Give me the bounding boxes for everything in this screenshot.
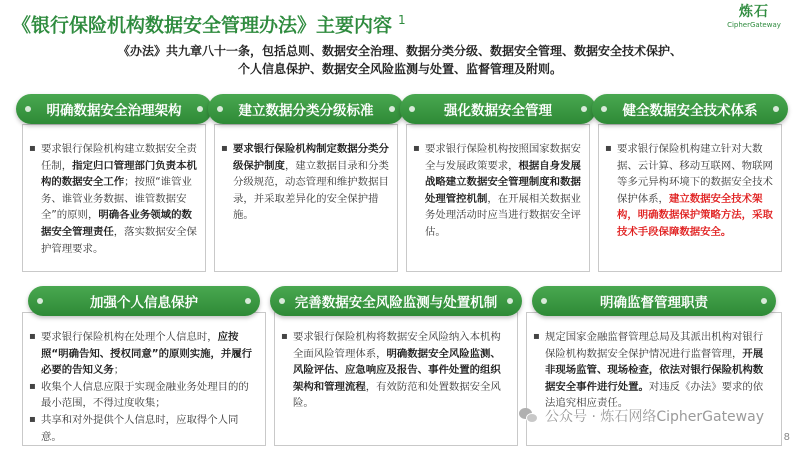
card-personal-info-item — [41, 412, 257, 445]
card-classification-item — [233, 141, 389, 224]
emphasis-text: 要求银行保险机构制定数据分类分级保护制度 — [233, 143, 389, 172]
footer-attribution — [519, 406, 764, 426]
body-text: 对违反《办法》要求的依法追究相应责任。 — [545, 380, 764, 410]
body-text: ，有效防范和处置数据安全风险。 — [293, 380, 501, 410]
card-personal-info-item — [41, 329, 257, 379]
logo-main-text: 炼石 — [739, 4, 769, 20]
body-text: 要求银行保险机构在处理个人信息时， — [41, 331, 218, 343]
body-text: 要求银行保险机构按照国家数据安全与发展政策要求， — [425, 143, 581, 172]
card-technology-item — [617, 141, 773, 241]
body-text: 共享和对外提供个人信息时，应取得个人同意。 — [41, 413, 239, 443]
body-text: ，在开展相关数据业务处理活动时应当进行数据安全评估。 — [425, 192, 581, 238]
body-text: 收集个人信息应限于实现金融业务处理目的的最小范围，不得过度收集； — [41, 380, 249, 410]
card-classification-header: 建立数据分类分级标准 — [208, 94, 404, 124]
card-governance-body — [22, 124, 206, 272]
company-logo — [724, 4, 784, 34]
card-risk-header: 完善数据安全风险监测与处置机制 — [270, 286, 522, 316]
body-text: 要求银行保险机构建立针对大数据、云计算、移动互联网、物联网等多元异构环境下的数据安全技术保护体系， — [617, 143, 773, 205]
title-superscript: 1 — [398, 13, 406, 27]
emphasis-text: 开展非现场监管、现场检查，依法对银行保险机构数据安全事件进行处置。 — [545, 347, 764, 393]
page-title — [12, 6, 652, 37]
card-personal-info-item — [41, 379, 257, 412]
card-governance-item — [41, 141, 197, 257]
card-supervision-header: 明确监督管理职责 — [532, 286, 776, 316]
page-number: 8 — [783, 432, 790, 443]
intro-paragraph — [60, 42, 740, 78]
card-supervision-item — [545, 329, 773, 412]
card-management-header: 强化数据安全管理 — [400, 94, 596, 124]
emphasis-text: 明确数据安全风险监测、风险评估、应急响应及报告、事件处置的组织架构和管理流程 — [293, 347, 501, 393]
card-risk-item — [293, 329, 509, 412]
emphasis-text: 根据自身发展战略建立数据安全管理制度和数据处理管控机制 — [425, 159, 581, 205]
card-risk-body — [274, 312, 518, 446]
footer-text: 公众号 · 炼石网络CipherGateway — [545, 409, 764, 425]
body-text: ，建立数据目录和分类分级规范，动态管理和维护数据目录，并采取差异化的安全保护措施。 — [233, 159, 389, 222]
card-personal-info-body — [22, 312, 266, 446]
emphasis-text: 应按照“明确告知、授权同意”的原则实施，并履行必要的告知义务 — [41, 331, 253, 377]
intro-line-2: 个人信息保护、数据安全风险监测与处置、监督管理及附则。 — [237, 62, 562, 76]
card-management-body — [406, 124, 590, 272]
card-technology-body — [598, 124, 782, 272]
wechat-icon — [519, 408, 539, 424]
card-governance-header: 明确数据安全治理架构 — [16, 94, 212, 124]
emphasis-text: 明确各业务领域的数据安全管理责任 — [41, 209, 192, 238]
emphasis-text: 指定归口管理部门负责本机构的数据安全工作 — [41, 159, 197, 189]
body-text: ；按照“谁管业务、谁管业务数据、谁管数据安全”的原则， — [41, 176, 192, 222]
logo-sub-text: CipherGateway — [727, 21, 781, 29]
title-text: 《银行保险机构数据安全管理办法》主要内容 — [12, 14, 393, 37]
card-personal-info-header: 加强个人信息保护 — [28, 286, 260, 316]
card-technology-header: 健全数据安全技术体系 — [592, 94, 788, 124]
highlight-text: 建立数据安全技术架构，明确数据保护策略方法，采取技术手段保障数据安全。 — [617, 192, 773, 238]
body-text: 规定国家金融监督管理总局及其派出机构对银行保险机构数据安全保护情况进行监督管理， — [545, 331, 764, 360]
body-text: ； — [113, 364, 125, 377]
body-text: ，落实数据安全保护管理要求。 — [41, 225, 197, 255]
card-classification-body — [214, 124, 398, 272]
card-management-item — [425, 141, 581, 241]
intro-line-1: 《办法》共九章八十一条，包括总则、数据安全治理、数据分类分级、数据安全管理、数据安全技术保护、 — [117, 44, 682, 58]
body-text: 要求银行保险机构建立数据安全责任制， — [41, 143, 197, 172]
body-text: 要求银行保险机构将数据安全风险纳入本机构全面风险管理体系， — [293, 331, 501, 360]
